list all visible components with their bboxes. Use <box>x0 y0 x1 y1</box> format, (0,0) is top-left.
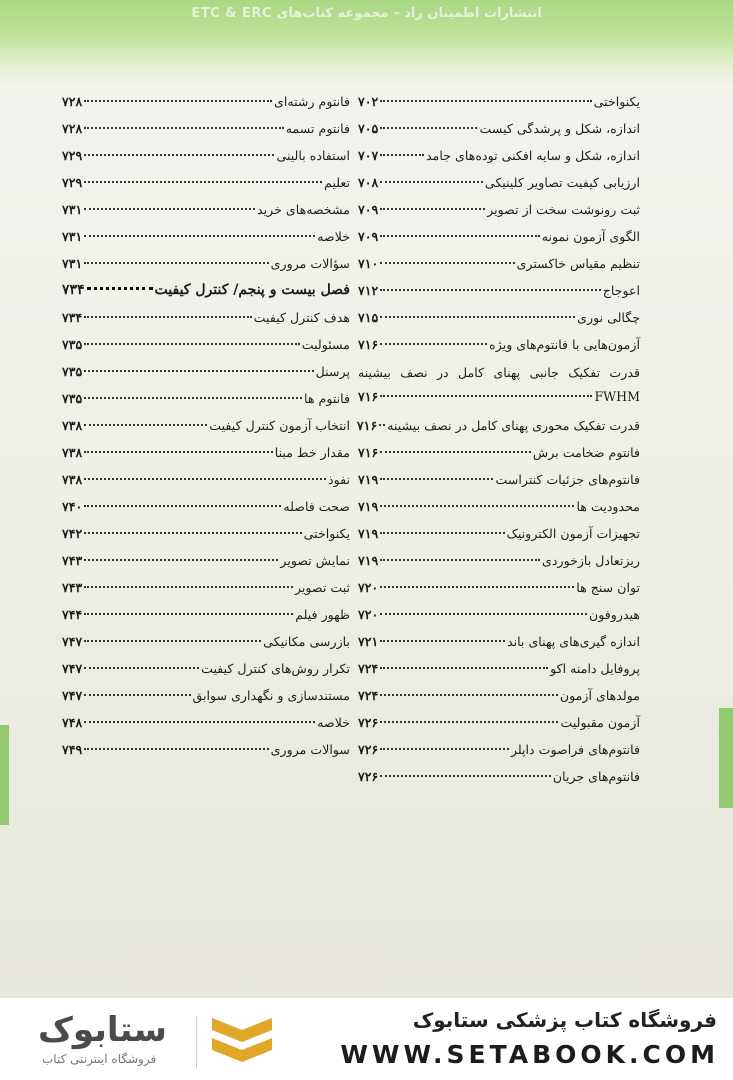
toc-entry-page: ۷۳۵ <box>62 337 83 352</box>
dot-leader <box>380 395 592 397</box>
toc-entry[interactable] <box>358 736 640 763</box>
toc-entry-title: اندازه، شکل و پرشدگی کیست <box>479 121 640 136</box>
toc-entry-page: ۷۲۴ <box>358 661 379 676</box>
toc-entry[interactable] <box>358 277 640 304</box>
toc-entry-title: بازرسی مکانیکی <box>263 634 350 649</box>
toc-entry-title: نفوذ <box>328 472 350 487</box>
toc-entry-title: خلاصه <box>317 229 350 244</box>
setabook-logo[interactable] <box>38 1010 278 1074</box>
dot-leader <box>380 262 514 264</box>
dot-leader <box>84 451 272 453</box>
toc-entry-title: تجهیزات آزمون الکترونیک <box>506 526 640 541</box>
toc-entry-title: خلاصه <box>317 715 350 730</box>
toc-entry[interactable] <box>62 709 350 736</box>
toc-entry-page: ۷۴۸ <box>62 715 83 730</box>
dot-leader <box>84 316 251 318</box>
toc-entry-page: ۷۲۹ <box>62 175 83 190</box>
toc-entry-page: ۷۲۸ <box>62 121 83 136</box>
toc-entry-page: ۷۱۶ <box>358 389 379 404</box>
dot-leader <box>84 748 268 750</box>
dot-leader <box>84 100 272 102</box>
dot-leader <box>380 532 504 534</box>
toc-entry-page: ۷۱۰ <box>358 256 379 271</box>
dot-leader <box>84 127 283 129</box>
toc-entry[interactable] <box>358 331 640 358</box>
toc-entry[interactable] <box>62 223 350 250</box>
toc-entry-title: اندازه گیری‌های پهنای باند <box>506 634 640 649</box>
dot-leader <box>84 532 301 534</box>
toc-entry-page: ۷۱۹ <box>358 553 379 568</box>
toc-entry-title: یکنواختی <box>303 526 350 541</box>
toc-entry-title: مسئولیت <box>301 337 350 352</box>
dot-leader <box>84 154 274 156</box>
toc-entry-title: قدرت تفکیک جانبی پهنای کامل در نصف بیشینه <box>358 365 640 380</box>
toc-entry-page: ۷۳۱ <box>62 229 83 244</box>
toc-entry-page: ۷۴۷ <box>62 634 83 649</box>
dot-leader <box>84 478 326 480</box>
toc-entry[interactable] <box>62 196 350 223</box>
toc-entry-page: ۷۲۶ <box>358 769 379 784</box>
dot-leader <box>84 424 207 426</box>
toc-entry-page: ۷۰۹ <box>358 229 379 244</box>
toc-entry[interactable] <box>358 709 640 736</box>
toc-entry-page: ۷۱۵ <box>358 310 379 325</box>
toc-entry-page: ۷۳۸ <box>62 418 83 433</box>
toc-entry-title: انتخاب آزمون کنترل کیفیت <box>209 418 350 433</box>
toc-entry-title: پرسنل <box>315 364 350 379</box>
toc-entry-title: الگوی آزمون نمونه <box>541 229 640 244</box>
toc-entry-page: ۷۰۵ <box>358 121 379 136</box>
toc-entry-page: ۷۳۱ <box>62 202 83 217</box>
dot-leader <box>380 235 539 237</box>
toc-entry[interactable] <box>358 574 640 601</box>
dot-leader <box>380 181 483 183</box>
toc-entry[interactable] <box>62 682 350 709</box>
toc-entry-page: ۷۰۹ <box>358 202 379 217</box>
toc-entry-title: اندازه، شکل و سایه افکنی توده‌های جامد <box>426 148 640 163</box>
toc-entry[interactable] <box>358 142 640 169</box>
toc-entry-title: فانتوم‌های فراصوت داپلر <box>510 742 640 757</box>
toc-entry-page: ۷۲۴ <box>358 688 379 703</box>
toc-entry-page: ۷۰۷ <box>358 148 379 163</box>
toc-entry[interactable] <box>62 547 350 574</box>
toc-entry-page: ۷۱۲ <box>358 283 379 298</box>
toc-entry-page: ۷۲۶ <box>358 742 379 757</box>
dot-leader <box>380 586 574 588</box>
toc-entry-title: چگالی نوری <box>577 310 640 325</box>
toc-entry[interactable] <box>62 331 350 358</box>
dot-leader <box>84 208 255 210</box>
dot-leader <box>84 640 261 642</box>
dot-leader <box>380 208 485 210</box>
toc-entry-title: فانتوم ضخامت برش <box>532 445 640 460</box>
dot-leader <box>380 667 548 669</box>
edge-tab-right <box>719 708 733 808</box>
toc-entry-title: تکرار روش‌های کنترل کیفیت <box>201 661 350 676</box>
toc-entry-title: فانتوم‌های جزئیات کنتراست <box>495 472 640 487</box>
store-footer <box>0 998 733 1080</box>
toc-entry-page: ۷۴۹ <box>62 742 83 757</box>
dot-leader <box>380 559 540 561</box>
dot-leader <box>380 289 600 291</box>
toc-entry[interactable] <box>358 439 640 466</box>
dot-leader <box>84 343 299 345</box>
dot-leader <box>380 316 575 318</box>
toc-entry[interactable] <box>62 574 350 601</box>
toc-entry-title: نمایش تصویر <box>280 553 350 568</box>
toc-entry[interactable] <box>358 169 640 196</box>
chevron-top-icon <box>212 1018 272 1042</box>
toc-entry-title: تنظیم مقیاس خاکستری <box>516 256 640 271</box>
toc-entry-page: ۷۳۵ <box>62 391 83 406</box>
dot-leader <box>84 262 268 264</box>
toc-entry-page: ۷۴۰ <box>62 499 83 514</box>
dot-leader <box>380 613 587 615</box>
toc-entry-title: ثبت تصویر <box>294 580 350 595</box>
toc-entry-page: ۷۰۸ <box>358 175 379 190</box>
dot-leader <box>84 505 281 507</box>
toc-entry[interactable] <box>62 601 350 628</box>
toc-entry[interactable] <box>62 277 350 304</box>
toc-entry[interactable] <box>358 628 640 655</box>
toc-entry[interactable] <box>62 250 350 277</box>
dot-leader <box>84 694 190 696</box>
store-url[interactable]: WWW.SETABOOK.COM <box>340 1040 719 1069</box>
toc-entry-page: ۷۱۶ <box>358 445 379 460</box>
toc-entry-title: مستندسازی و نگهداری سوابق <box>192 688 350 703</box>
toc-entry-page: ۷۳۴ <box>62 310 83 325</box>
toc-entry[interactable] <box>358 655 640 682</box>
toc-entry-page: ۷۴۷ <box>62 661 83 676</box>
toc-entry-page: ۷۱۹ <box>358 472 379 487</box>
toc-entry-title: ثبت رونوشت سخت از تصویر <box>487 202 640 217</box>
toc-entry-title: تعلیم <box>324 175 350 190</box>
toc-entry-page: ۷۲۶ <box>358 715 379 730</box>
toc-entry[interactable] <box>62 493 350 520</box>
toc-entry-page: ۷۲۱ <box>358 634 379 649</box>
toc-entry-title: پروفایل دامنه اکو <box>550 661 640 676</box>
dot-leader <box>380 505 574 507</box>
toc-entry[interactable] <box>358 466 640 493</box>
toc-entry-page: ۷۲۸ <box>62 94 83 109</box>
toc-entry[interactable] <box>358 520 640 547</box>
toc-entry-title: فانتوم‌های جریان <box>552 769 640 784</box>
toc-entry[interactable] <box>62 412 350 439</box>
toc-entry-continuation <box>358 385 640 409</box>
dot-leader <box>84 370 313 372</box>
toc-entry-page: ۷۱۹ <box>358 499 379 514</box>
toc-entry[interactable] <box>62 736 350 763</box>
toc-entry[interactable] <box>62 304 350 331</box>
dot-leader <box>87 287 153 290</box>
toc-entry-title: ارزیابی کیفیت تصاویر کلینیکی <box>484 175 640 190</box>
toc-entry-page: ۷۴۳ <box>62 553 83 568</box>
dot-leader <box>380 640 505 642</box>
toc-entry-title-cont: FWHM <box>594 389 640 404</box>
toc-entry[interactable] <box>358 115 640 142</box>
toc-entry[interactable] <box>62 358 350 385</box>
toc-entry[interactable] <box>358 250 640 277</box>
toc-entry-page: ۷۲۰ <box>358 580 379 595</box>
chapter-heading: فصل بیست و پنجم/ کنترل کیفیت <box>154 282 350 298</box>
toc-entry[interactable] <box>358 304 640 331</box>
toc-entry[interactable] <box>62 169 350 196</box>
toc-entry-title: قدرت تفکیک محوری پهنای کامل در نصف بیشینه <box>387 418 640 433</box>
toc-entry[interactable] <box>62 466 350 493</box>
dot-leader <box>84 721 315 723</box>
toc-entry-title: صحت فاصله <box>283 499 350 514</box>
dot-leader <box>84 397 302 399</box>
toc-entry-page: ۷۰۲ <box>358 94 379 109</box>
toc-entry-page: ۷۲۹ <box>62 148 83 163</box>
toc-entry-title: مولدهای آزمون <box>559 688 640 703</box>
toc-entry-title: اعوجاج <box>602 283 640 298</box>
toc-entry-page: ۷۱۶ <box>358 337 379 352</box>
dot-leader <box>380 478 493 480</box>
toc-entry-page: ۷۴۴ <box>62 607 83 622</box>
toc-entry-title: سؤالات مروری <box>270 256 350 271</box>
toc-entry[interactable] <box>358 412 640 439</box>
running-header: انتشارات اطمینان راد – مجموعه کتاب‌های ETC & ERC <box>191 6 542 21</box>
toc-entry-title: ریزتعادل بازخوردی <box>542 553 640 568</box>
toc-entry[interactable] <box>358 223 640 250</box>
toc-entry-page: ۷۳۱ <box>62 256 83 271</box>
dot-leader <box>84 613 293 615</box>
dot-leader <box>380 721 558 723</box>
toc-entry-title: فانتوم ها <box>304 391 350 406</box>
toc-entry-page: ۷۳۸ <box>62 445 83 460</box>
toc-entry-title: هدف کنترل کیفیت <box>253 310 350 325</box>
dot-leader <box>84 559 278 561</box>
toc-entry-title: توان سنج ها <box>576 580 640 595</box>
toc-entry-page: ۷۳۸ <box>62 472 83 487</box>
toc-entry-title: آزمون مقبولیت <box>560 715 640 730</box>
dot-leader <box>380 694 558 696</box>
toc-entry[interactable] <box>62 439 350 466</box>
toc-column-right <box>358 88 640 790</box>
dot-leader <box>380 154 424 156</box>
toc-entry-title: آزمون‌هایی با فانتوم‌های ویژه <box>489 337 640 352</box>
toc-entry-page: ۷۱۹ <box>358 526 379 541</box>
toc-entry[interactable] <box>358 196 640 223</box>
toc-entry-title: استفاده بالینی <box>276 148 350 163</box>
toc-entry-page: ۷۳۴ <box>62 282 85 298</box>
toc-entry-title: ظهور فیلم <box>295 607 350 622</box>
dot-leader <box>84 235 315 237</box>
dot-leader <box>84 586 293 588</box>
logo-tagline: فروشگاه اینترنتی کتاب <box>42 1052 157 1066</box>
toc-entry[interactable] <box>62 520 350 547</box>
dot-leader <box>84 667 199 669</box>
logo-wordmark: ستابوک <box>38 1010 167 1050</box>
toc-entry[interactable] <box>358 763 640 790</box>
toc-entry[interactable] <box>358 358 640 412</box>
toc-entry-page: ۷۴۷ <box>62 688 83 703</box>
toc-entry-title: یکنواختی <box>593 94 640 109</box>
toc-entry[interactable] <box>358 493 640 520</box>
logo-divider <box>196 1016 197 1068</box>
toc-entry-title: فانتوم رشته‌ای <box>273 94 350 109</box>
toc-entry-page: ۷۳۵ <box>62 364 83 379</box>
toc-entry-title: مقدار خط مبنا <box>274 445 350 460</box>
toc-entry-title: فانتوم تسمه <box>285 121 350 136</box>
toc-entry-title: مشخصه‌های خرید <box>257 202 350 217</box>
toc-entry[interactable] <box>358 682 640 709</box>
toc-entry-page: ۷۲۰ <box>358 607 379 622</box>
toc-column-left <box>62 88 350 763</box>
dot-leader <box>379 424 385 426</box>
dot-leader <box>84 181 322 183</box>
toc-entry[interactable] <box>62 115 350 142</box>
toc-entry[interactable] <box>62 88 350 115</box>
toc-entry[interactable] <box>62 655 350 682</box>
toc-entry-page: ۷۴۳ <box>62 580 83 595</box>
toc-entry[interactable] <box>62 142 350 169</box>
dot-leader <box>380 127 477 129</box>
dot-leader <box>380 343 487 345</box>
toc-entry[interactable] <box>358 547 640 574</box>
chevron-logo-icon <box>210 1014 274 1070</box>
dot-leader <box>380 775 551 777</box>
edge-tab-left <box>0 725 9 825</box>
toc-entry-title: محدودیت ها <box>576 499 640 514</box>
dot-leader <box>380 100 591 102</box>
toc-entry[interactable] <box>358 88 640 115</box>
toc-entry[interactable] <box>62 628 350 655</box>
toc-entry[interactable] <box>62 385 350 412</box>
dot-leader <box>380 451 531 453</box>
store-name: فروشگاه کتاب پزشکی ستابوک <box>412 1008 717 1032</box>
toc-entry-page: ۷۱۶ <box>356 418 378 433</box>
toc-entry-page: ۷۴۲ <box>62 526 83 541</box>
toc-entry[interactable] <box>358 601 640 628</box>
dot-leader <box>380 748 509 750</box>
toc-entry-title: هیدروفون <box>589 607 640 622</box>
toc-entry-title: سوالات مروری <box>270 742 350 757</box>
